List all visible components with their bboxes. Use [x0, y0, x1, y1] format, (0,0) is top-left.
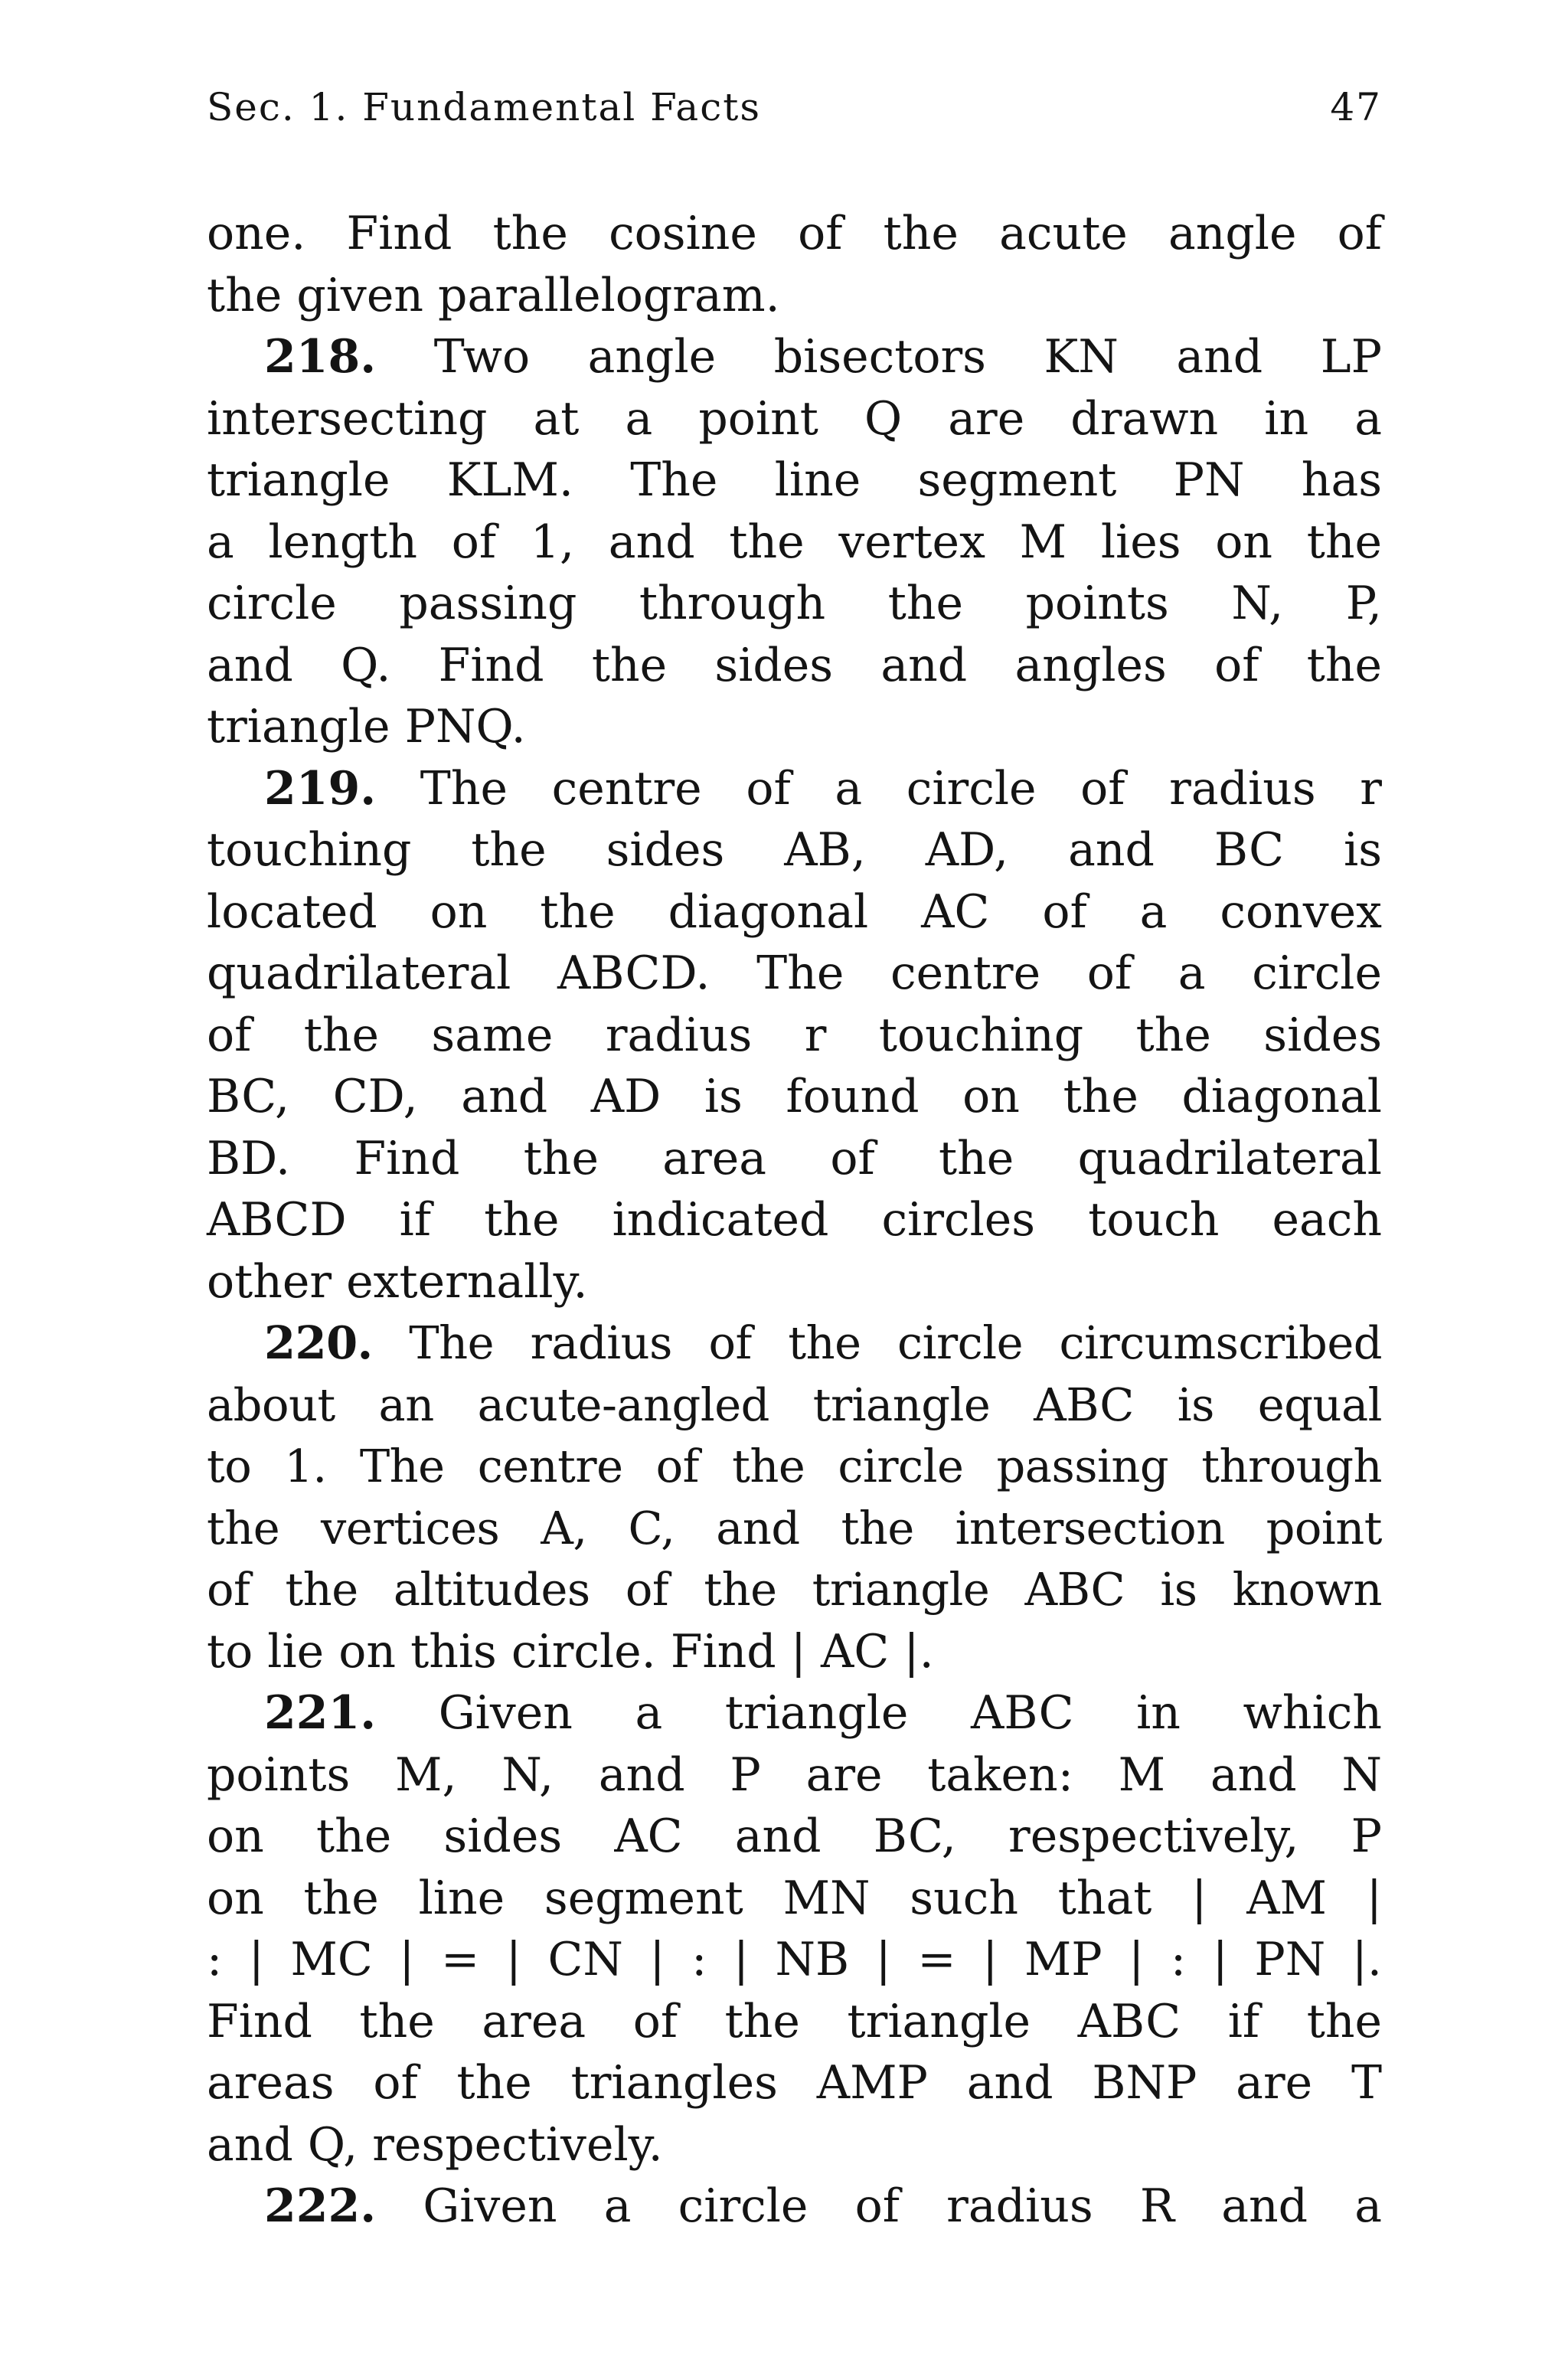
problem-221-start: 221. Given a triangle ABC in which [264, 1686, 1382, 1740]
problem-number: 221. [264, 1686, 377, 1740]
text-line: a length of 1, and the vertex M lies on the [207, 515, 1382, 569]
text-line: the vertices A, C, and the intersection point [207, 1501, 1382, 1555]
text-line: Find the area of the triangle ABC if the [207, 1994, 1382, 2048]
text-line: of the same radius r touching the sides [207, 1008, 1382, 1062]
text-line: ABCD if the indicated circles touch each [207, 1193, 1382, 1247]
text-line: and Q. Find the sides and angles of the [207, 638, 1382, 692]
problem-number: 220. [264, 1316, 373, 1369]
text-line: BD. Find the area of the quadrilateral [207, 1131, 1382, 1185]
text-line: to lie on this circle. Find | AC |. [207, 1624, 934, 1679]
text-line: triangle PNQ. [207, 700, 526, 754]
text-line: on the sides AC and BC, respectively, P [207, 1810, 1382, 1863]
text-line: touching the sides AB, AD, and BC is [207, 823, 1382, 877]
text-line: BC, CD, and AD is found on the diagonal [207, 1070, 1382, 1123]
text-line: circle passing through the points N, P, [207, 577, 1382, 630]
body-text [207, 203, 1382, 2238]
problem-number: 219. [264, 761, 377, 816]
text-line: to 1. The centre of the circle passing through [207, 1440, 1382, 1492]
text-line: the given parallelogram. [207, 268, 780, 322]
problem-219-start: 219. The centre of a circle of radius r [264, 761, 1382, 816]
problem-220-start: 220. The radius of the circle circumscribed [264, 1316, 1382, 1369]
text-line: : | MC | = | CN | : | NB | = | MP | : | PN |. [207, 1933, 1382, 1986]
text-line: points M, N, and P are taken: M and N [207, 1747, 1382, 1802]
text-line: of the altitudes of the triangle ABC is known [207, 1563, 1382, 1616]
running-head [207, 77, 1382, 138]
text-line: intersecting at a point Q are drawn in a [207, 391, 1382, 446]
text-line: and Q, respectively. [207, 2117, 663, 2172]
text-line: other externally. [207, 1254, 588, 1309]
text-line: triangle KLM. The line segment PN has [207, 453, 1382, 507]
problem-218-start: 218. Two angle bisectors KN and LP [264, 330, 1382, 384]
problem-222-start: 222. Given a circle of radius R and a [264, 2179, 1382, 2233]
problem-number: 222. [264, 2179, 377, 2233]
problem-number: 218. [264, 330, 377, 384]
text-line: quadrilateral ABCD. The centre of a circle [207, 946, 1382, 1000]
section-title: Sec. 1. Fundamental Facts [207, 85, 761, 129]
text-line: about an acute-angled triangle ABC is equal [207, 1378, 1382, 1431]
text-line: one. Find the cosine of the acute angle of [207, 207, 1382, 260]
page-number: 47 [1330, 85, 1382, 129]
text-line: areas of the triangles AMP and BNP are T [207, 2056, 1382, 2110]
text-line: located on the diagonal AC of a convex [207, 884, 1382, 939]
text-line: on the line segment MN such that | AM | [207, 1871, 1382, 1925]
